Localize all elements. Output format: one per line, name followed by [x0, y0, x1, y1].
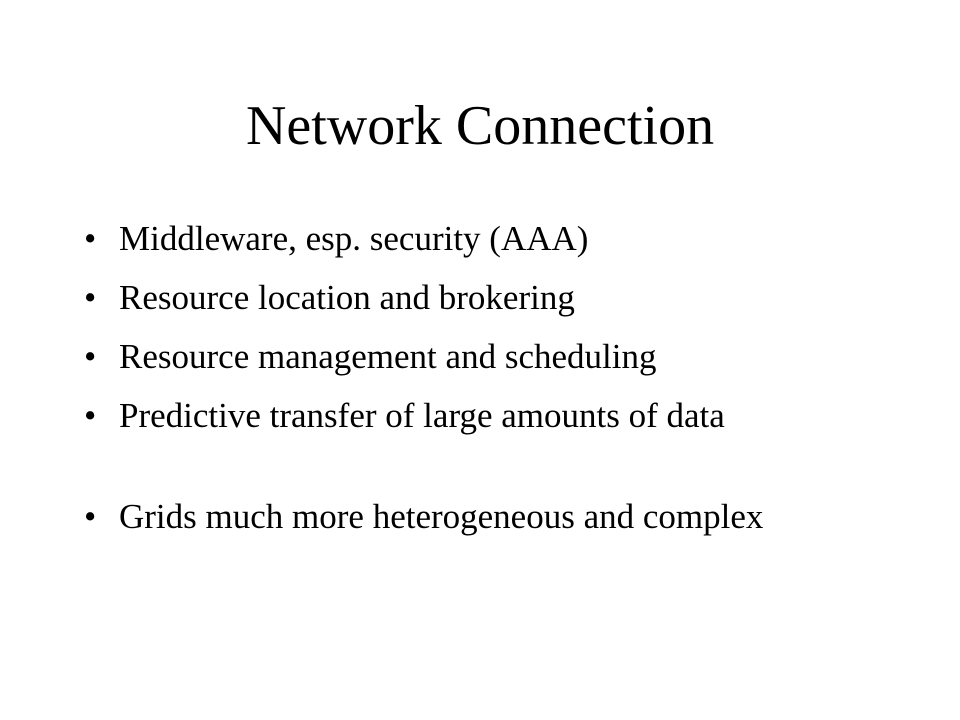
- slide-title: Network Connection: [245, 95, 715, 157]
- bullet-text: Middleware, esp. security (AAA): [119, 219, 589, 258]
- bullet-icon: •: [84, 396, 97, 435]
- bullet-icon: •: [84, 337, 97, 376]
- bullet-text: Resource management and scheduling: [119, 337, 657, 376]
- bullet-text: Predictive transfer of large amounts of data: [119, 396, 725, 435]
- bullet-item: [84, 277, 884, 319]
- bullet-item: [84, 218, 884, 260]
- bullet-list: [84, 218, 884, 555]
- bullet-icon: •: [84, 497, 97, 536]
- bullet-item: [84, 395, 884, 437]
- bullet-icon: •: [84, 278, 97, 317]
- bullet-text: Resource location and brokering: [119, 278, 575, 317]
- bullet-icon: •: [84, 219, 97, 258]
- bullet-text: Grids much more heterogeneous and complex: [119, 497, 764, 536]
- bullet-item: [84, 496, 884, 538]
- bullet-item: [84, 336, 884, 378]
